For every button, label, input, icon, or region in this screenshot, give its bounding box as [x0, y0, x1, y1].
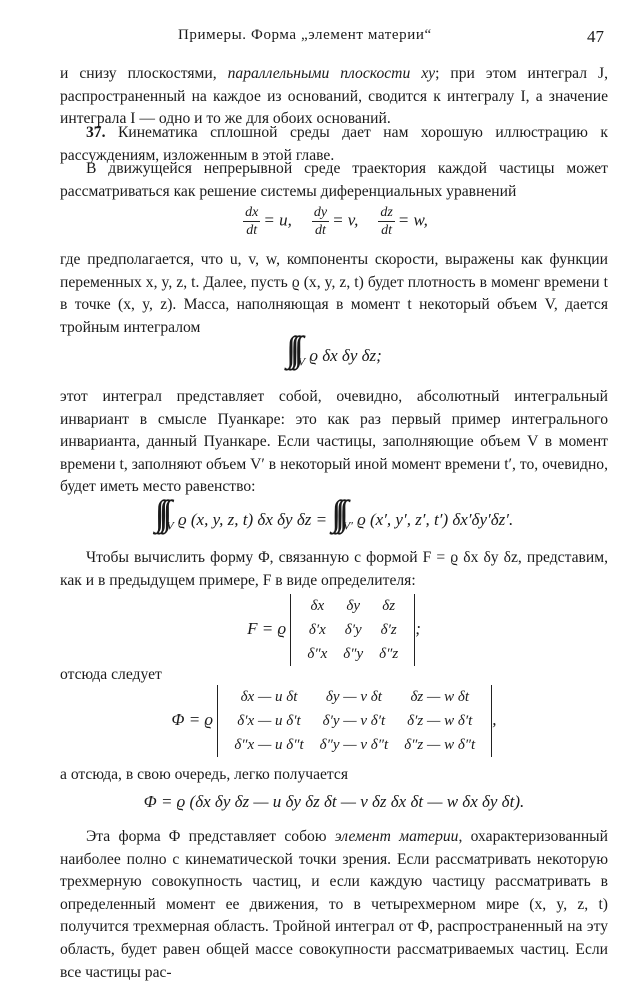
det-cell: δ′x: [308, 622, 326, 638]
paragraph-5: этот интеграл представляет собой, очевидно, абсолютный интегральный инвариант в смысле Пуанкаре: это как раз первый пример интегрального инварианта, данный Пуанкаре. Если частицы, заполняющие объем V в момент времени t, заполняют объем V′ в некоторый иной момент времени t′, то, очевидно, будет иметь место равенство:: [60, 388, 608, 496]
integrand-left: ϱ (x, y, z, t) δx δy δz =: [173, 510, 332, 529]
det-cell: δ′z — w δ′t: [407, 713, 473, 729]
det-cell: δ″x: [307, 646, 328, 662]
paragraph-6: Чтобы вычислить форму Φ, связанную с формой F = ϱ δx δy δz, представим, как и в предыдущем примере, F в виде определителя:: [60, 549, 608, 589]
page-number: 47: [587, 27, 604, 46]
det-cell: δ″z: [379, 646, 399, 662]
integral-domain: V′: [342, 518, 353, 533]
eq-rhs-w: = w,: [397, 210, 428, 230]
integral-domain: V: [166, 518, 174, 533]
frac-num: dy: [313, 205, 328, 220]
frac-num: dx: [245, 205, 259, 220]
paragraph-9: [60, 826, 608, 984]
frac-den: dt: [381, 223, 392, 238]
det-cell: δ′y — v δ′t: [322, 713, 386, 729]
paragraph-3: В движущейся непрерывной среде траектория каждой частицы может рассматриваться как решение системы диференциальных уравнений: [60, 160, 608, 200]
fraction-dz-dt: [378, 204, 394, 239]
paragraph-1: [60, 63, 608, 131]
eq-rhs-u: = u,: [263, 210, 292, 230]
det-cell: δ′z: [380, 622, 397, 638]
det-cell: δz: [382, 598, 396, 614]
determinant: [290, 594, 415, 666]
p9-emphasis: элемент материи: [334, 828, 459, 845]
p1-c: ; при этом интеграл J, распространенный на каждое из оснований, сводится к интегралу I, а значение интеграла I — одно и то же для обоих оснований.: [60, 65, 608, 128]
p9-a: Эта форма Φ представляет собою: [86, 828, 335, 845]
frac-den: dt: [315, 223, 326, 238]
triple-integral-sign: ∫∫∫: [286, 329, 298, 369]
det-cell: δx: [310, 598, 325, 614]
running-head: Примеры. Форма „элемент материи“: [178, 27, 432, 43]
eq-rhs-v: = v,: [332, 210, 359, 230]
integrand-right: ϱ (x′, y′, z′, t′) δx′δy′δz′.: [352, 510, 514, 529]
p1-a: и снизу плоскостями,: [60, 65, 228, 82]
det-tail: ,: [492, 709, 497, 729]
triple-integral-sign: ∫∫∫: [331, 493, 343, 533]
det-cell: δ″y: [343, 646, 364, 662]
det-cell: δ″z — w δ″t: [404, 737, 476, 753]
p2-text: Кинематика сплошной среды дает нам хорошую иллюстрацию к рассуждениям, изложенным в этой главе.: [60, 124, 608, 164]
det-lhs: Φ = ϱ: [171, 709, 214, 729]
equation-F-determinant: [60, 594, 608, 666]
determinant: [217, 685, 492, 757]
det-cell: δ″x — u δ″t: [234, 737, 304, 753]
fraction-dx-dt: [243, 204, 260, 239]
paragraph-8: а отсюда, в свою очередь, легко получается: [60, 766, 349, 783]
equation-invariant: [60, 492, 608, 534]
det-tail: ;: [415, 618, 421, 638]
integral-domain: V: [297, 354, 306, 369]
equation-Phi-determinant: [60, 685, 608, 757]
det-cell: δ′x — u δ′t: [237, 713, 301, 729]
equation-mass-integral: [60, 328, 608, 370]
equation-velocity: [60, 204, 608, 239]
det-cell: δy: [346, 598, 361, 614]
page-header: [60, 27, 604, 47]
fraction-dy-dt: [312, 204, 329, 239]
det-cell: δy — v δt: [325, 689, 382, 705]
det-cell: δz — w δt: [410, 689, 469, 705]
integrand: ϱ δx δy δz;: [305, 346, 382, 365]
paragraph-4: где предполагается, что u, v, w, компоненты скорости, выражены как функции переменных x, y, z, t. Далее, пусть ϱ (x, y, z, t) будет плотность в моменг времени t в точке (x, y, z). Масса, наполняющая в момент t некоторый объем V, дается тройным интегралом: [60, 251, 608, 336]
p9-c: , охарактеризованный наиболее полно с кинематической точки зрения. Если рассматривать некоторую трехмерную совокупность частиц, и если каждую частицу рассматривать в определенный момент ее движения, то в четырехмерном мире (x, y, z, t) получится трехмерная область. Тройной интеграл от Φ, распространенный на эту область, будет равен общей массе совокупности рассматриваемых частиц. Если все частицы рас-: [60, 828, 608, 981]
section-number: 37.: [86, 124, 106, 141]
p1-emphasis: параллельными плоскости xy: [227, 65, 436, 82]
det-cell: δ′y: [344, 622, 362, 638]
frac-num: dz: [380, 205, 393, 220]
equation-Phi-expanded: Φ = ϱ (δx δy δz — u δy δz δt — v δz δx δt — w δx δy δt).: [143, 792, 525, 811]
frac-den: dt: [246, 223, 258, 238]
det-cell: δ″y — v δ″t: [319, 737, 389, 753]
paragraph-7: отсюда следует: [60, 666, 162, 683]
det-lhs: F = ϱ: [247, 618, 287, 638]
det-cell: δx — u δt: [240, 689, 298, 705]
triple-integral-sign: ∫∫∫: [154, 493, 167, 533]
